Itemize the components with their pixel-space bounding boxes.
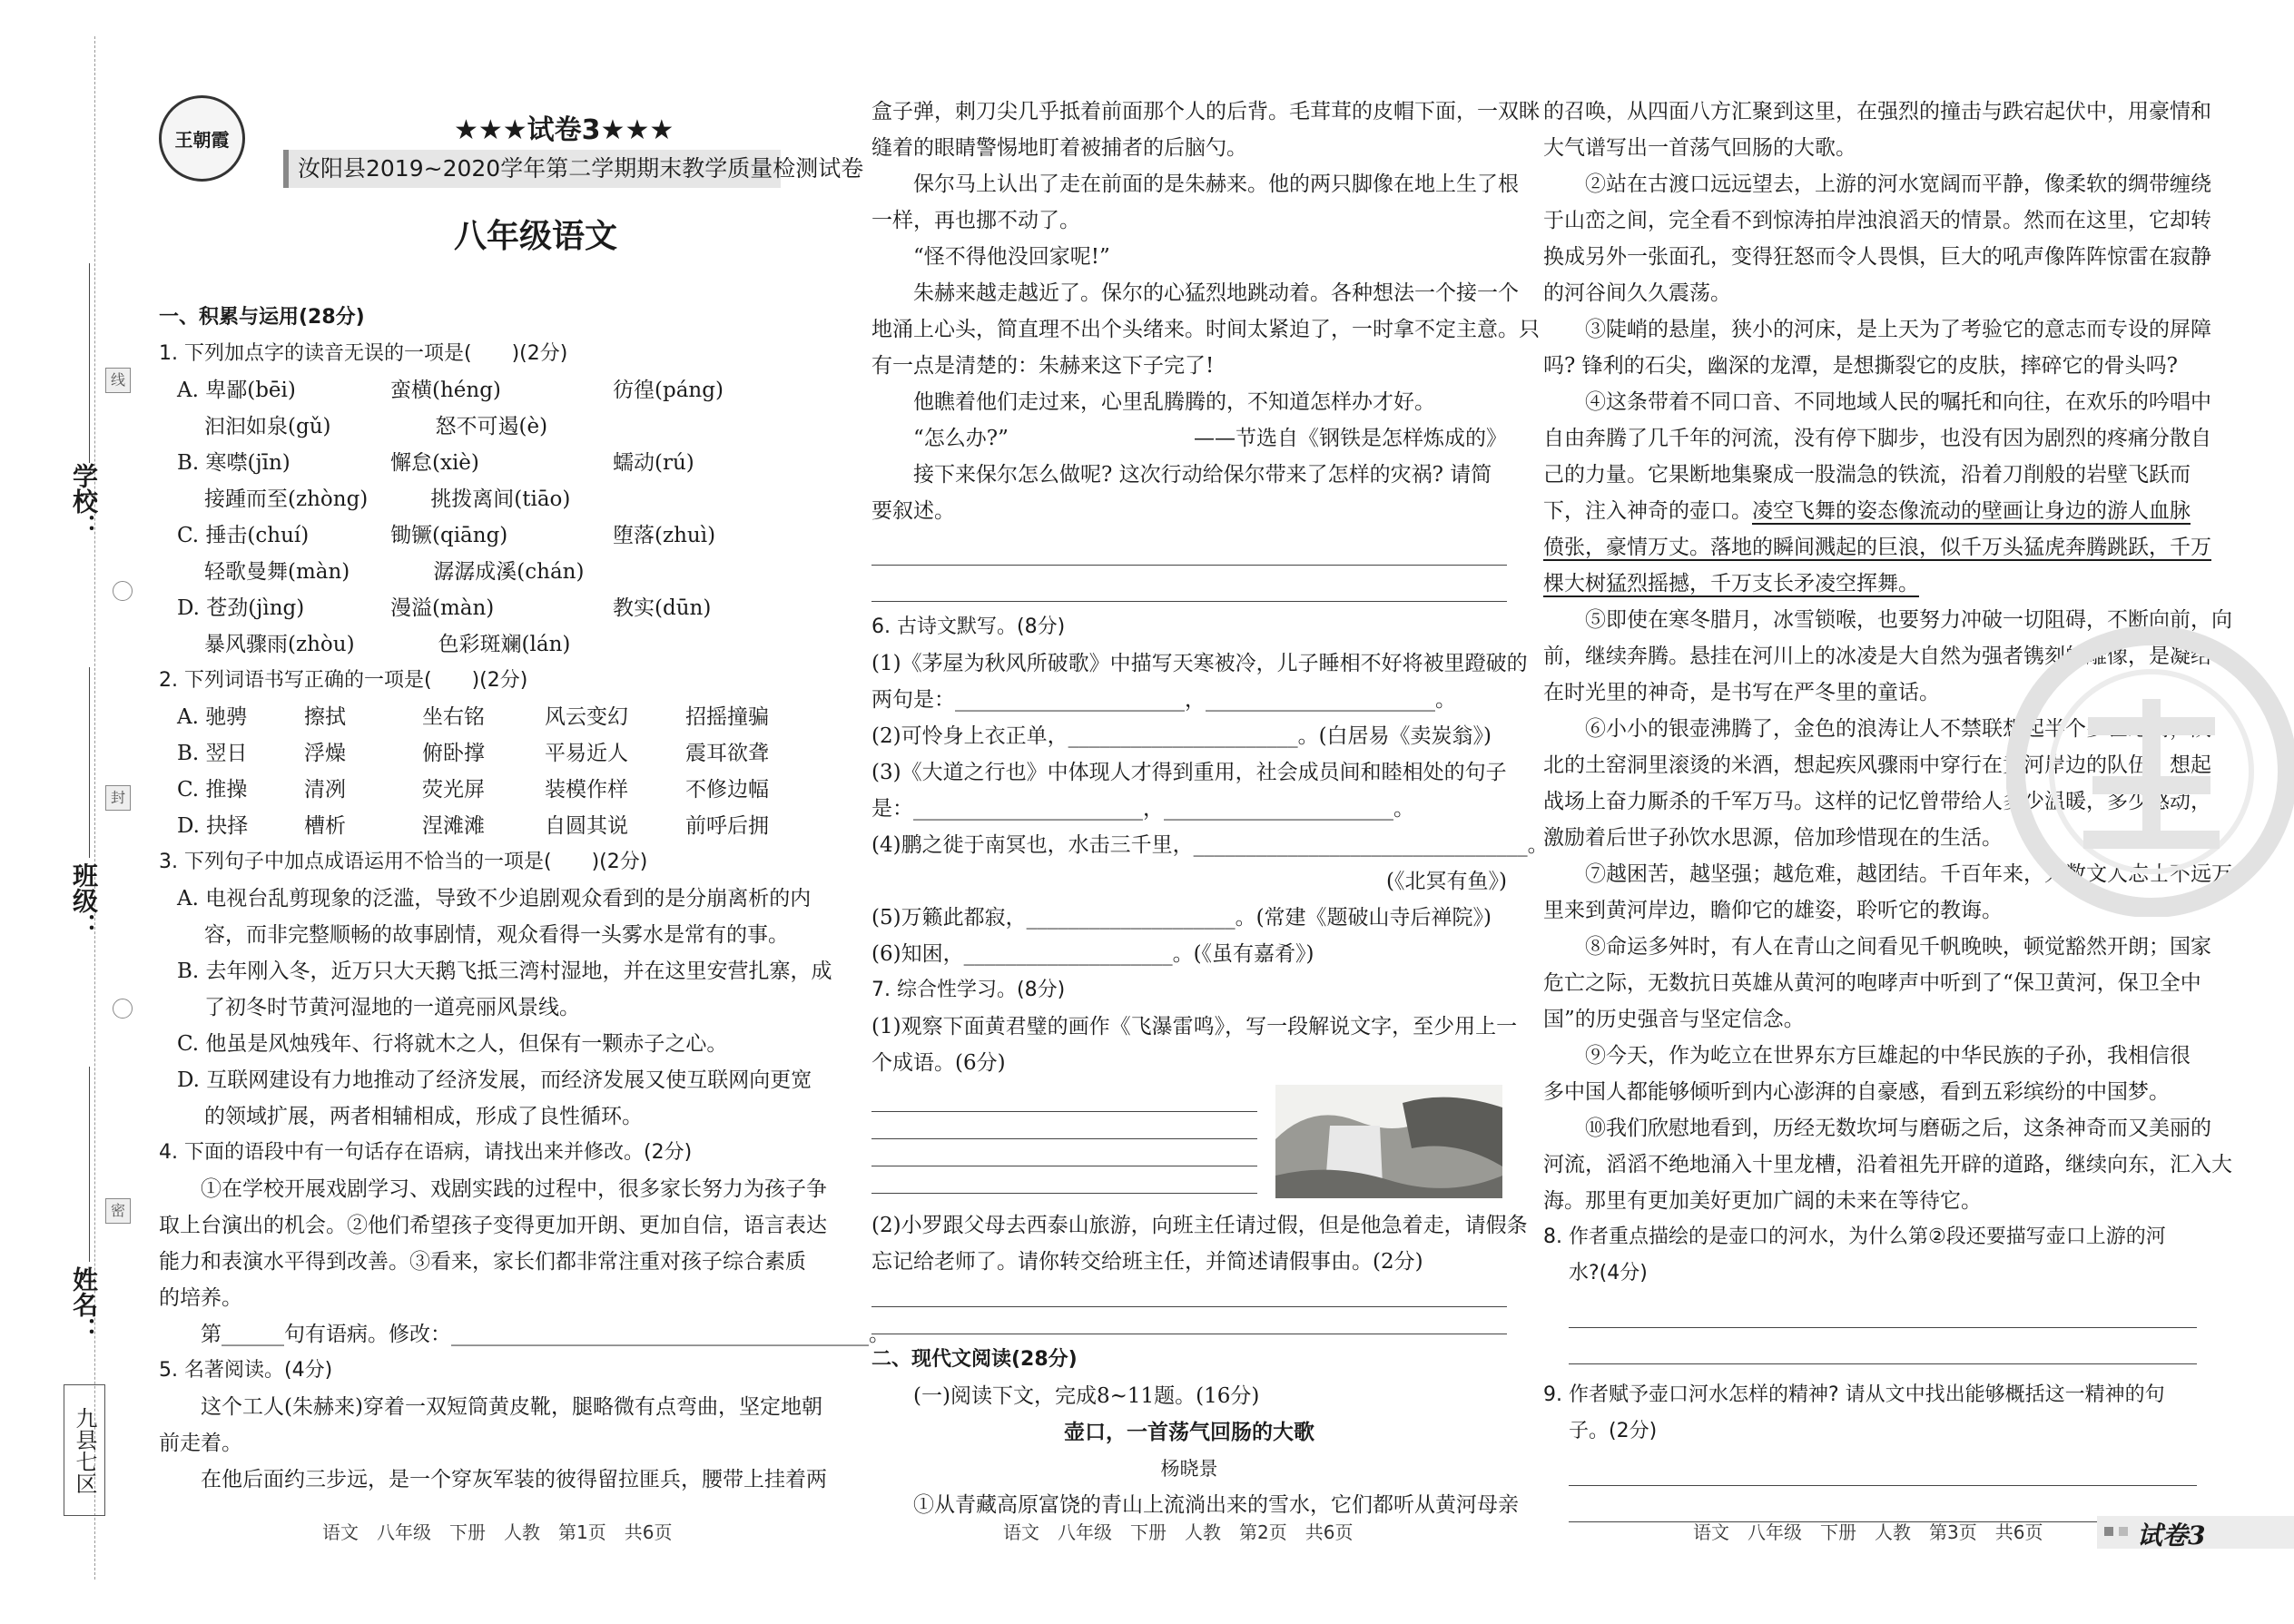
question-text: 忘记给老师了。请你转交给班主任，并简述请假事由。(2分) bbox=[871, 1250, 1423, 1274]
seal-secret-mark: 密 bbox=[105, 1198, 131, 1224]
passage-line: ③陡峭的悬崖，狭小的河床，是上天为了考验它的意志而专设的屏障 bbox=[1585, 318, 2211, 341]
option-text: 锄镢(qiāng) bbox=[390, 524, 508, 547]
question-prompt: 接下来保尔怎么做呢? 这次行动给保尔带来了怎样的灾祸? 请简 bbox=[913, 463, 1492, 487]
option-text: 浮燥 bbox=[304, 742, 346, 765]
option-3c[interactable]: C. 他虽是风烛残年、行将就木之人，但保有一颗赤子之心。 bbox=[177, 1032, 728, 1056]
question-text: (2)小罗跟父母去西泰山旅游，向班主任请过假，但是他急着走，请假条 bbox=[871, 1214, 1528, 1237]
article-author: 杨晓景 bbox=[1160, 1458, 1218, 1480]
school-blank[interactable] bbox=[89, 263, 90, 463]
question-prompt: 要叙述。 bbox=[871, 499, 955, 523]
footer-square-icon bbox=[2104, 1527, 2113, 1536]
answer-line[interactable] bbox=[871, 1166, 1257, 1194]
answer-line[interactable] bbox=[871, 529, 1507, 566]
option-text: 震耳欲聋 bbox=[685, 742, 769, 765]
answer-line[interactable] bbox=[1569, 1292, 2197, 1328]
class-label: 班级： bbox=[69, 862, 99, 939]
passage-line: 盒子弹，刺刀尖几乎抵着前面那个人的后背。毛茸茸的皮帽下面，一双眯 bbox=[871, 100, 1540, 123]
option-text: 俯卧撑 bbox=[422, 742, 485, 765]
passage-line: 的培养。 bbox=[159, 1286, 242, 1310]
option-text: 蛮横(héng) bbox=[390, 379, 501, 402]
underlined-sentence: 棵大树猛烈摇撼，千万支长矛凌空挥舞。 bbox=[1543, 572, 1919, 595]
option-text: 接踵而至(zhòng) 挑拨离间(tiāo) bbox=[204, 487, 571, 511]
class-blank[interactable] bbox=[89, 667, 90, 858]
answer-line[interactable] bbox=[871, 566, 1507, 602]
passage-line bbox=[1543, 493, 2197, 529]
passage-line: 吗? 锋利的石尖，幽深的龙潭，是想撕裂它的皮肤，摔碎它的骨头吗? bbox=[1543, 354, 2178, 378]
passage-line: 一样，再也挪不动了。 bbox=[871, 209, 1080, 232]
answer-line[interactable]: (2)可怜身上衣正单，______________________。(白居易《卖炭翁》) bbox=[871, 724, 1492, 748]
option-text: 的领域扩展，两者相辅相成，形成了良性循环。 bbox=[204, 1105, 643, 1128]
seal-seal-mark: 封 bbox=[105, 785, 131, 811]
option-text: 擦拭 bbox=[304, 705, 346, 729]
option-text: 招摇撞骗 bbox=[685, 705, 769, 729]
underlined-sentence: 偾张，豪情万丈。 bbox=[1543, 536, 1710, 559]
option-text: 装模作样 bbox=[545, 778, 628, 802]
question-text: 水?(4分) bbox=[1569, 1262, 1648, 1284]
option-text: 风云变幻 bbox=[545, 705, 628, 729]
passage-line: 有一点是清楚的：朱赫来这下子完了! bbox=[871, 354, 1215, 378]
passage-line: ⑧命运多舛时，有人在青山之间看见千帆晚映，顿觉豁然开朗；国家 bbox=[1585, 935, 2211, 959]
passage-line: ④这条带着不同口音、不同地域人民的嘱托和向往，在欢乐的吟唱中 bbox=[1585, 390, 2211, 414]
option-text: A. 驰骋 bbox=[177, 705, 248, 729]
passage-text: “怎么办?” bbox=[913, 427, 1009, 450]
passage-line: 激励着后世子孙饮水思源，倍加珍惜现在的生活。 bbox=[1543, 826, 2003, 850]
question-4: 4. 下面的语段中有一句话存在语病，请找出来并修改。(2分) bbox=[159, 1141, 693, 1164]
passage-line: 缝着的眼睛警惕地盯着被捕者的后脑勺。 bbox=[871, 136, 1247, 160]
option-text: D. 抉择 bbox=[177, 814, 249, 838]
question-2: 2. 下列词语书写正确的一项是( )(2分) bbox=[159, 669, 528, 692]
option-text: B. 寒噤(jīn) bbox=[177, 451, 290, 475]
passage-line: 河流，滔滔不绝地涌入十里龙槽，沿着祖先开辟的道路，继续向东，汇入大 bbox=[1543, 1153, 2232, 1176]
waterfall-painting bbox=[1275, 1085, 1502, 1198]
article-title: 壶口，一首荡气回肠的大歌 bbox=[1064, 1421, 1314, 1444]
option-text: 容，而非完整顺畅的故事剧情，观众看得一头雾水是常有的事。 bbox=[204, 923, 789, 947]
page-footer: 语文 八年级 下册 人教 第2页 共6页 bbox=[1003, 1521, 1354, 1543]
passage-line: ①从青藏高原富饶的青山上流淌出来的雪水，它们都听从黄河母亲 bbox=[913, 1493, 1519, 1517]
answer-line[interactable]: (5)万籁此都寂，____________________。(常建《题破山寺后禅院》) bbox=[871, 906, 1492, 930]
answer-line[interactable] bbox=[871, 1085, 1257, 1112]
answer-line[interactable] bbox=[871, 1280, 1507, 1307]
passage-line: 在时光里的神奇，是书写在严冬里的童话。 bbox=[1543, 681, 1940, 704]
passage-line bbox=[871, 420, 1507, 457]
passage-line: ⑨今天，作为屹立在世界东方巨雄起的中华民族的子孙，我相信很 bbox=[1585, 1044, 2191, 1068]
underlined-sentence: 凌空飞舞的姿态像流动的壁画让身边的游人血脉 bbox=[1752, 499, 2191, 523]
option-text: 自圆其说 bbox=[545, 814, 628, 838]
option-text: A. 卑鄙(bēi) bbox=[177, 379, 296, 402]
passage-line: “怪不得他没回家呢!” bbox=[913, 245, 1110, 269]
underlined-sentence: 落地的瞬间溅起的巨浪，似千万头猛虎奔腾跳跃，千万 bbox=[1710, 536, 2211, 559]
option-text: 轻歌曼舞(màn) 潺潺成溪(chán) bbox=[204, 560, 585, 584]
school-label: 学校： bbox=[69, 463, 99, 539]
footer-tag-bar bbox=[2097, 1516, 2294, 1549]
option-text: 坐右铭 bbox=[422, 705, 485, 729]
seal-line-mark: 线 bbox=[105, 368, 131, 393]
passage-line: 自由奔腾了几千年的河流，没有停下脚步，也没有因为剧烈的疼痛分散自 bbox=[1543, 427, 2211, 450]
option-3d[interactable]: D. 互联网建设有力地推动了经济发展，而经济发展又使互联网向更宽 bbox=[177, 1068, 812, 1092]
passage-line: 北的土窑洞里滚烫的米酒，想起疾风骤雨中穿行在黄河岸边的队伍，想起 bbox=[1543, 753, 2211, 777]
option-text: 漫溢(màn) bbox=[390, 596, 495, 620]
passage-line: ⑩我们欣慰地看到，历经无数坎坷与磨砺之后，这条神奇而又美丽的 bbox=[1585, 1117, 2211, 1140]
option-text: 堕落(zhuì) bbox=[613, 524, 716, 547]
question-6: 6. 古诗文默写。(8分) bbox=[871, 615, 1066, 638]
passage-line: 的召唤，从四面八方汇聚到这里，在强烈的撞击与跌宕起伏中，用豪情和 bbox=[1543, 100, 2211, 123]
name-label: 姓名： bbox=[69, 1266, 99, 1343]
option-2a[interactable] bbox=[159, 699, 817, 735]
option-1a[interactable] bbox=[159, 372, 817, 408]
passage-line: 保尔马上认出了走在前面的是朱赫来。他的两只脚像在地上生了根 bbox=[913, 172, 1519, 196]
question-text: (1)观察下面黄君璧的画作《飞瀑雷鸣》，写一段解说文字，至少用上一 bbox=[871, 1015, 1518, 1038]
option-2d[interactable] bbox=[159, 808, 817, 844]
passage-line: 能力和表演水平得到改善。③看来，家长们都非常注重对孩子综合素质 bbox=[159, 1250, 806, 1274]
section-heading: 二、现代文阅读(28分) bbox=[871, 1348, 1078, 1371]
passage-line: ②站在古渡口远远望去，上游的河水宽阔而平静，像柔软的绸带缠绕 bbox=[1585, 172, 2211, 196]
painting-answer-area bbox=[871, 1085, 1507, 1198]
passage-line: 在他后面约三步远，是一个穿灰军装的彼得留拉匪兵，腰带上挂着两 bbox=[201, 1468, 827, 1491]
passage-text: 下，注入神奇的壶口。 bbox=[1543, 499, 1752, 523]
footer-square-icon bbox=[2119, 1527, 2128, 1536]
passage-line: ①在学校开展戏剧学习、戏剧实践的过程中，很多家长努力为孩子争 bbox=[201, 1177, 827, 1201]
section-heading: 一、积累与运用(28分) bbox=[159, 306, 365, 329]
passage-line: 于山峦之间，完全看不到惊涛拍岸浊浪滔天的情景。然而在这里，它却转 bbox=[1543, 209, 2211, 232]
question-source: (《北冥有鱼》) bbox=[1386, 870, 1507, 893]
passage-line: ⑥小小的银壶沸腾了，金色的浪涛让人不禁联想起半个多世纪前，陕 bbox=[1585, 717, 2211, 741]
passage-line: 这个工人(朱赫来)穿着一双短筒黄皮靴，腿略微有点弯曲，坚定地朝 bbox=[201, 1395, 822, 1419]
passage-source: ——节选自《钢铁是怎样炼成的》 bbox=[1194, 427, 1507, 450]
answer-line[interactable]: 两句是：______________________，______________________。 bbox=[871, 688, 1456, 712]
option-text: 清冽 bbox=[304, 778, 346, 802]
paper-badge: ★★★试卷3★★★ bbox=[454, 114, 674, 146]
subject-title: 八年级语文 bbox=[454, 218, 618, 255]
option-text: 懈怠(xiè) bbox=[390, 451, 479, 475]
option-text: 蠕动(rú) bbox=[613, 451, 694, 475]
answer-line[interactable]: (4)鹏之徙于南冥也，水击三千里，________________________________。 bbox=[871, 833, 1549, 857]
option-text: 彷徨(páng) bbox=[613, 379, 724, 402]
region-box: 九县七区 bbox=[64, 1384, 105, 1516]
option-text: 不修边幅 bbox=[685, 778, 769, 802]
option-text: 汩汩如泉(gǔ) 怒不可遏(è) bbox=[204, 415, 548, 438]
paper-tag: 试卷3 bbox=[2137, 1521, 2206, 1550]
option-1d[interactable] bbox=[159, 590, 817, 626]
page-footer: 语文 八年级 下册 人教 第3页 共6页 bbox=[1693, 1521, 2043, 1543]
passage-line: ⑦越困苦，越坚强；越危难，越团结。千百年来，无数文人志士不远万 bbox=[1585, 862, 2232, 886]
option-text: D. 苍劲(jìng) bbox=[177, 596, 305, 620]
question-text: 子。(2分) bbox=[1569, 1420, 1658, 1442]
passage-line: 海。那里有更加美好更加广阔的未来在等待它。 bbox=[1543, 1189, 1982, 1213]
option-2c[interactable] bbox=[159, 772, 817, 808]
option-3a[interactable]: A. 电视台乱剪现象的泛滥，导致不少追剧观众看到的是分崩离析的内 bbox=[177, 887, 812, 910]
passage-line: 前，继续奔腾。悬挂在河川上的冰凌是大自然为强者镌刻的雕像，是凝结 bbox=[1543, 645, 2211, 668]
passage-line: 里来到黄河岸边，瞻仰它的雄姿，聆听它的教诲。 bbox=[1543, 899, 2003, 922]
passage-line: 前走着。 bbox=[159, 1432, 242, 1455]
passage-line: ⑤即使在寒冬腊月，冰雪锁喉，也要努力冲破一切阻碍，不断向前，向 bbox=[1585, 608, 2232, 632]
question-1: 1. 下列加点字的读音无误的一项是( )(2分) bbox=[159, 342, 568, 365]
option-text: 了初冬时节黄河湿地的一道亮丽风景线。 bbox=[204, 996, 580, 1019]
answer-line[interactable] bbox=[871, 1112, 1257, 1139]
question-7: 7. 综合性学习。(8分) bbox=[871, 979, 1066, 1001]
option-1c[interactable] bbox=[159, 517, 817, 554]
column-2 bbox=[871, 94, 1549, 1523]
column-1 bbox=[159, 300, 890, 1498]
binding-margin bbox=[0, 0, 127, 1624]
brand-logo-text: 王朝霞 bbox=[174, 129, 230, 151]
reading-instruction: (一)阅读下文，完成8~11题。(16分) bbox=[913, 1384, 1260, 1408]
passage-line bbox=[1543, 529, 2211, 566]
question-3: 3. 下列句子中加点成语运用不恰当的一项是( )(2分) bbox=[159, 851, 648, 873]
option-text: 平易近人 bbox=[545, 742, 628, 765]
answer-line[interactable]: 第______句有语病。修改：________________________________________。 bbox=[201, 1323, 890, 1346]
passage-line: 的河谷间久久震荡。 bbox=[1543, 281, 1731, 305]
question-8: 8. 作者重点描绘的是壶口的河水，为什么第②段还要描写壶口上游的河 bbox=[1543, 1225, 2166, 1248]
passage-line: 朱赫来越走越近了。保尔的心猛烈地跳动着。各种想法一个接一个 bbox=[913, 281, 1519, 305]
passage-line: 换成另外一张面孔，变得狂怒而令人畏惧，巨大的吼声像阵阵惊雷在寂静 bbox=[1543, 245, 2211, 269]
passage-line: 国”的历史强音与坚定信念。 bbox=[1543, 1008, 1805, 1031]
answer-line[interactable] bbox=[1569, 1328, 2197, 1364]
exam-title: 汝阳县2019~2020学年第二学期期末教学质量检测试卷 bbox=[283, 150, 781, 188]
option-3b[interactable]: B. 去年刚入冬，近万只大天鹅飞抵三湾村湿地，并在这里安营扎寨，成 bbox=[177, 960, 832, 983]
answer-line[interactable]: (6)知困，____________________。(《虽有嘉肴》) bbox=[871, 942, 1314, 966]
punch-hole bbox=[113, 581, 133, 601]
fold-line bbox=[94, 36, 95, 1580]
question-text: (1)《茅屋为秋风所破歌》中描写天寒被冷，儿子睡相不好将被里蹬破的 bbox=[871, 652, 1528, 675]
question-9: 9. 作者赋予壶口河水怎样的精神? 请从文中找出能够概括这一精神的句 bbox=[1543, 1383, 2165, 1406]
option-text: 槽析 bbox=[304, 814, 346, 838]
passage-line: 地涌上心头，简直理不出个头绪来。时间太紧迫了，一时拿不定主意。只 bbox=[871, 318, 1540, 341]
page-footer: 语文 八年级 下册 人教 第1页 共6页 bbox=[322, 1521, 673, 1543]
question-5: 5. 名著阅读。(4分) bbox=[159, 1359, 333, 1382]
option-2b[interactable] bbox=[159, 735, 817, 772]
name-blank[interactable] bbox=[89, 1067, 90, 1262]
answer-line[interactable]: 是：______________________，______________________。 bbox=[871, 797, 1414, 821]
option-text: 涅滩滩 bbox=[422, 814, 485, 838]
answer-line[interactable] bbox=[871, 1307, 1507, 1334]
option-text: 荧光屏 bbox=[422, 778, 485, 802]
option-text: 教实(dūn) bbox=[613, 596, 712, 620]
punch-hole bbox=[113, 999, 133, 1019]
answer-line[interactable] bbox=[1569, 1450, 2197, 1486]
question-text: (3)《大道之行也》中体现人才得到重用，社会成员间和睦相处的句子 bbox=[871, 761, 1507, 784]
passage-line: 大气谱写出一首荡气回肠的大歌。 bbox=[1543, 136, 1856, 160]
watermark-seal-icon bbox=[2006, 626, 2294, 917]
passage-line: 多中国人都能够倾听到内心澎湃的自豪感，看到五彩缤纷的中国梦。 bbox=[1543, 1080, 2170, 1104]
answer-lines bbox=[871, 1085, 1257, 1198]
option-text: B. 翌日 bbox=[177, 742, 248, 765]
answer-line[interactable] bbox=[871, 1139, 1257, 1166]
passage-line: 他瞧着他们走过来，心里乱腾腾的，不知道怎样办才好。 bbox=[913, 390, 1435, 414]
option-text: 暴风骤雨(zhòu) 色彩斑斓(lán) bbox=[204, 633, 571, 656]
passage-line: 战场上奋力厮杀的千军万马。这样的记忆曾带给人多少温暖，多少感动， bbox=[1543, 790, 2211, 813]
passage-line bbox=[1543, 566, 2197, 602]
option-text: C. 推操 bbox=[177, 778, 248, 802]
passage-line: 取上台演出的机会。②他们希望孩子变得更加开朗、更加自信，语言表达 bbox=[159, 1214, 827, 1237]
option-text: C. 捶击(chuí) bbox=[177, 524, 310, 547]
option-1b[interactable] bbox=[159, 445, 817, 481]
option-text: 前呼后拥 bbox=[685, 814, 769, 838]
brand-logo bbox=[159, 95, 245, 182]
passage-line: 己的力量。它果断地集聚成一股湍急的铁流，沿着刀削般的岩壁飞跃而 bbox=[1543, 463, 2191, 487]
passage-line: 危亡之际，无数抗日英雄从黄河的咆哮声中听到了“保卫黄河，保卫全中 bbox=[1543, 971, 2201, 995]
question-text: 个成语。(6分) bbox=[871, 1051, 1006, 1075]
